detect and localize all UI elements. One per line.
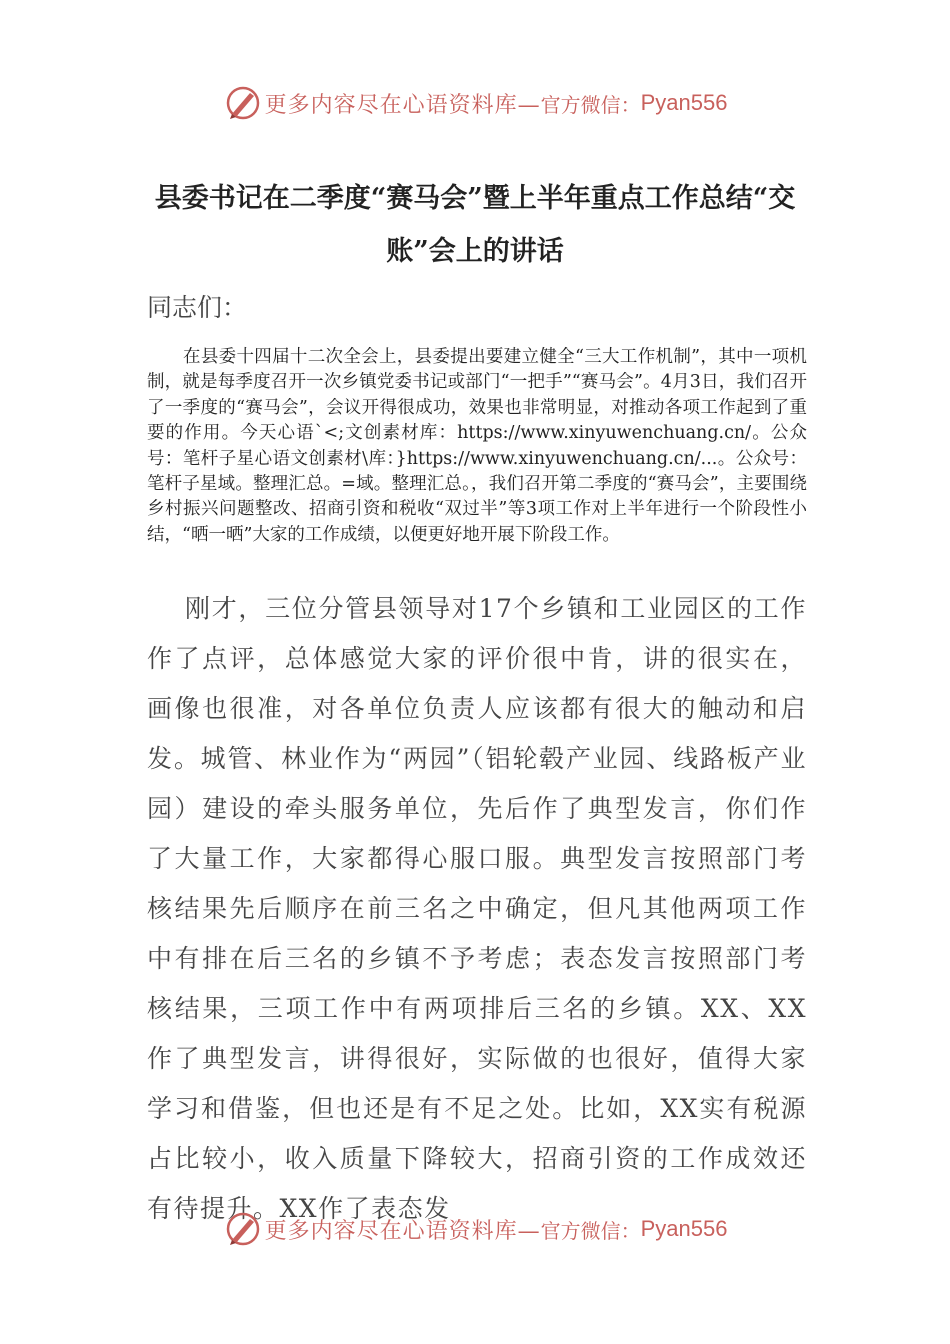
footer-banner: [0, 1204, 950, 1254]
banner-wechat-label: 官方微信：: [540, 92, 641, 117]
banner-text: 更多内容尽在心语资料库—: [264, 1218, 541, 1244]
banner-text: 更多内容尽在心语资料库—: [264, 92, 541, 118]
pen-logo-icon: [223, 1209, 263, 1249]
banner-wechat-handle: Pyan556: [640, 90, 728, 115]
banner-wechat-handle: Pyan556: [640, 1216, 728, 1241]
document-title: 县委书记在二季度“赛马会”暨上半年重点工作总结“交账”会上的讲话: [154, 183, 796, 267]
header-banner: [0, 78, 950, 128]
paragraph-1: 在县委十四届十二次全会上，县委提出要建立健全“三大工作机制”，其中一项机制，就是每季度召开一次乡镇党委书记或部门“一把手”“赛马会”。4月3日，我们召开了一季度的“赛马会”，会议开得很成功，效果也非常明显，对推动各项工作起到了重要的作用。今天心语`<;文创素材库：https://www.xinyuwenchuang.cn/。公众号：笔杆子星心语文创素材\库：}https://www.xinyuwenchuang.cn/...。公众号：笔杆子星域。整理汇总。=域。整理汇总。，我们召开第二季度的“赛马会”，主要围绕乡村振兴问题整改、招商引资和税收“双过半”等3项工作对上半年进行一个阶段性小结，“晒一晒”大家的工作成绩，以便更好地开展下阶段工作。: [147, 347, 807, 545]
banner-wechat-label: 官方微信：: [540, 1218, 641, 1243]
greeting: 同志们：: [147, 293, 248, 322]
paragraph-2: 刚才，三位分管县领导对17个乡镇和工业园区的工作作了点评，总体感觉大家的评价很中肯，讲的很实在，画像也很准，对各单位负责人应该都有很大的触动和启发。城管、林业作为“两园”（铝轮毂产业园、线路板产业园）建设的牵头服务单位，先后作了典型发言，你们作了大量工作，大家都得心服口服。典型发言按照部门考核结果先后顺序在前三名之中确定，但凡其他两项工作中有排在后三名的乡镇不予考虑；表态发言按照部门考核结果，三项工作中有两项排后三名的乡镇。XX、XX作了典型发言，讲得很好，实际做的也很好，值得大家学习和借鉴，但也还是有不足之处。比如，XX实有税源占比较小，收入质量下降较大，招商引资的工作成效还有待提升。XX作了表态发: [147, 594, 807, 1223]
pen-logo-icon: [223, 83, 263, 123]
